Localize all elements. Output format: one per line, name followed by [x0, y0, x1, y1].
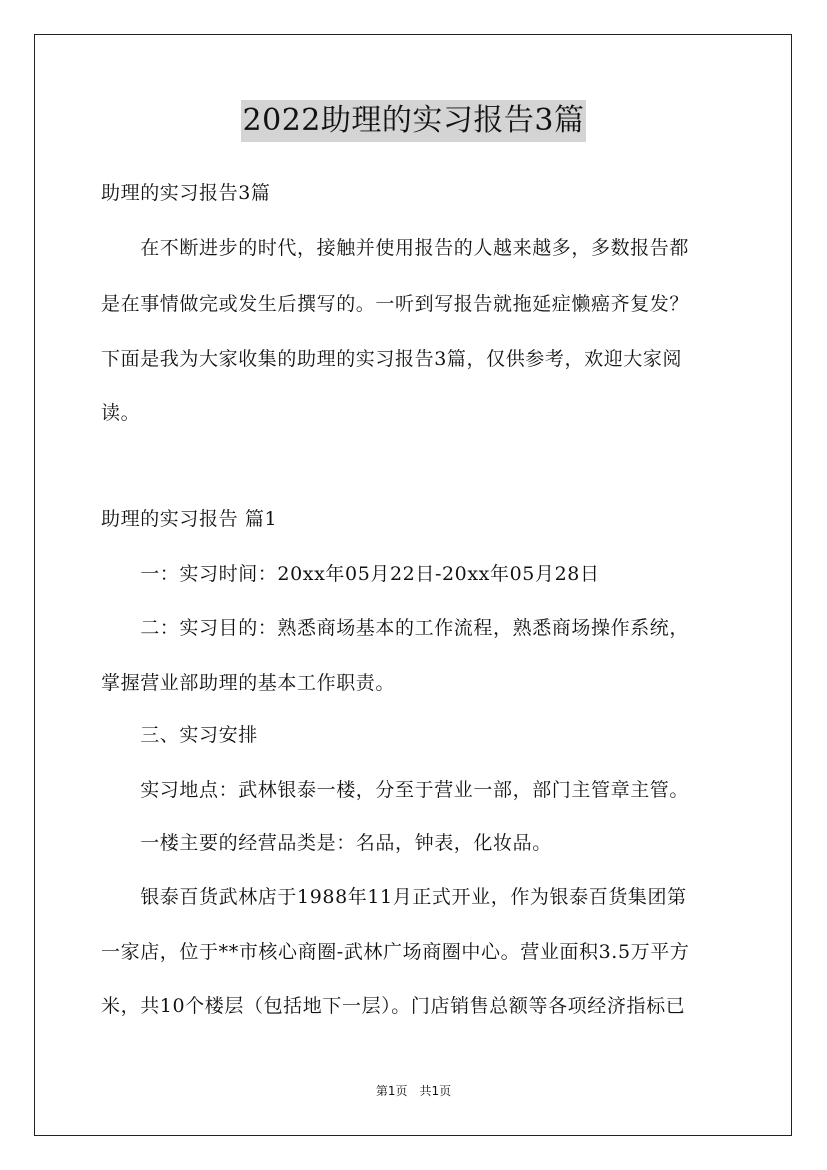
paragraph-line: 在不断进步的时代，接触并使用报告的人越来越多，多数报告都: [101, 237, 690, 259]
paragraph-line: 掌握营业部助理的基本工作职责。: [101, 672, 396, 694]
paragraph-line: 二：实习目的：熟悉商场基本的工作流程，熟悉商场操作系统，: [101, 617, 690, 639]
document-title: 2022助理的实习报告3篇: [241, 100, 587, 142]
paragraph-line: 三、实习安排: [101, 724, 258, 746]
paragraph-line: 一：实习时间：20xx年05月22日-20xx年05月28日: [101, 563, 600, 585]
title-container: [0, 100, 827, 142]
paragraph-line: 一家店，位于**市核心商圈-武林广场商圈中心。营业面积3.5万平方: [101, 941, 690, 963]
section-heading: 助理的实习报告 篇1: [101, 508, 278, 530]
paragraph-line: 实习地点：武林银泰一楼，分至于营业一部，部门主管章主管。: [101, 779, 690, 801]
paragraph-line: 一楼主要的经营品类是：名品，钟表，化妆品。: [101, 832, 552, 854]
section-heading: 助理的实习报告3篇: [101, 182, 271, 204]
paragraph-line: 读。: [101, 402, 141, 424]
paragraph-line: 是在事情做完或发生后撰写的。一听到写报告就拖延症懒癌齐复发？: [101, 293, 690, 315]
paragraph-line: 银泰百货武林店于1988年11月正式开业，作为银泰百货集团第: [101, 886, 687, 908]
paragraph-line: 下面是我为大家收集的助理的实习报告3篇，仅供参考，欢迎大家阅: [101, 348, 683, 370]
page-number: 第1页 共1页: [375, 1084, 452, 1098]
paragraph-line: 米，共10个楼层（包括地下一层）。门店销售总额等各项经济指标已: [101, 995, 686, 1017]
